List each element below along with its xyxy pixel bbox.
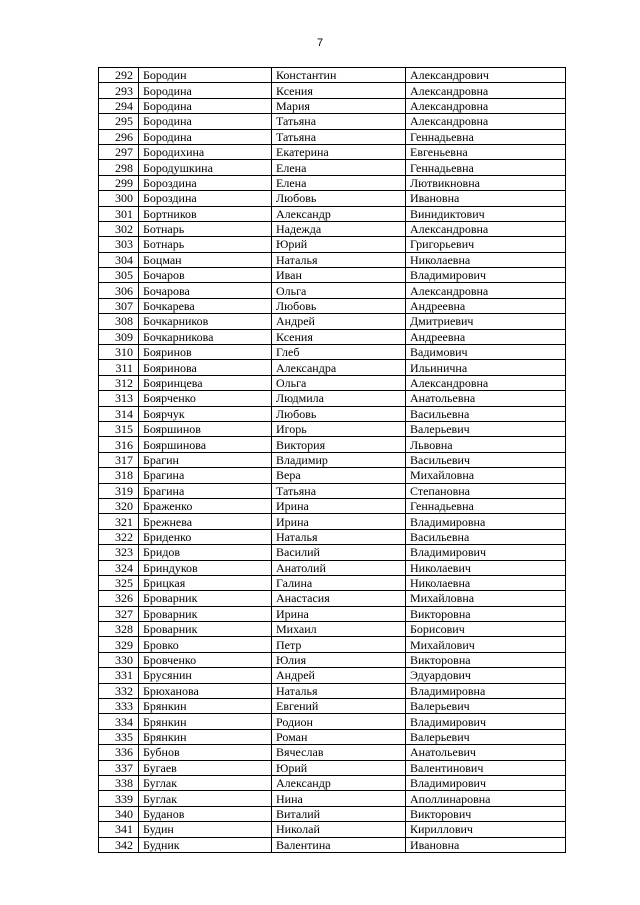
table-row [99,175,566,190]
row-number: 342 [99,837,139,852]
surname-cell: Бугаев [139,760,272,775]
surname-cell: Броварник [139,622,272,637]
patronymic-cell: Борисович [406,622,566,637]
patronymic-cell: Николаевич [406,560,566,575]
first-name-cell: Виктория [272,437,406,452]
row-number: 299 [99,175,139,190]
table-row [99,822,566,837]
patronymic-cell: Александровна [406,83,566,98]
row-number: 313 [99,391,139,406]
first-name-cell: Игорь [272,421,406,436]
patronymic-cell: Андреевна [406,298,566,313]
surname-cell: Брежнева [139,514,272,529]
row-number: 293 [99,83,139,98]
patronymic-cell: Степановна [406,483,566,498]
first-name-cell: Василий [272,545,406,560]
patronymic-cell: Геннадьевна [406,129,566,144]
table-row [99,421,566,436]
table-row [99,668,566,683]
patronymic-cell: Аполлинаровна [406,791,566,806]
surname-cell: Бриндуков [139,560,272,575]
row-number: 338 [99,775,139,790]
first-name-cell: Вера [272,468,406,483]
table-row [99,98,566,113]
table-row [99,560,566,575]
first-name-cell: Наталья [272,529,406,544]
row-number: 307 [99,298,139,313]
row-number: 310 [99,345,139,360]
row-number: 300 [99,191,139,206]
table-row [99,221,566,236]
first-name-cell: Нина [272,791,406,806]
row-number: 341 [99,822,139,837]
first-name-cell: Наталья [272,252,406,267]
first-name-cell: Николай [272,822,406,837]
row-number: 303 [99,237,139,252]
table-row [99,283,566,298]
patronymic-cell: Львовна [406,437,566,452]
names-table-body [99,68,566,853]
row-number: 314 [99,406,139,421]
patronymic-cell: Ивановна [406,837,566,852]
table-row [99,622,566,637]
surname-cell: Ботнарь [139,237,272,252]
first-name-cell: Екатерина [272,144,406,159]
table-row [99,375,566,390]
table-row [99,545,566,560]
table-row [99,529,566,544]
surname-cell: Брянкин [139,714,272,729]
row-number: 339 [99,791,139,806]
surname-cell: Бородина [139,114,272,129]
first-name-cell: Виталий [272,806,406,821]
first-name-cell: Елена [272,160,406,175]
row-number: 335 [99,729,139,744]
table-row [99,83,566,98]
first-name-cell: Роман [272,729,406,744]
surname-cell: Брянкин [139,699,272,714]
patronymic-cell: Михайловна [406,591,566,606]
surname-cell: Буглак [139,791,272,806]
table-row [99,437,566,452]
table-row [99,575,566,590]
row-number: 316 [99,437,139,452]
first-name-cell: Вячеслав [272,745,406,760]
row-number: 321 [99,514,139,529]
surname-cell: Брюханова [139,683,272,698]
table-row [99,360,566,375]
patronymic-cell: Александровна [406,114,566,129]
table-row [99,483,566,498]
row-number: 292 [99,68,139,83]
patronymic-cell: Александровна [406,98,566,113]
surname-cell: Бородин [139,68,272,83]
patronymic-cell: Анатольевич [406,745,566,760]
patronymic-cell: Николаевна [406,252,566,267]
row-number: 309 [99,329,139,344]
table-row [99,699,566,714]
table-row [99,714,566,729]
first-name-cell: Александр [272,775,406,790]
first-name-cell: Татьяна [272,483,406,498]
first-name-cell: Андрей [272,314,406,329]
surname-cell: Бояршинова [139,437,272,452]
row-number: 322 [99,529,139,544]
patronymic-cell: Викторовна [406,652,566,667]
surname-cell: Бровченко [139,652,272,667]
patronymic-cell: Евгеньевна [406,144,566,159]
patronymic-cell: Григорьевич [406,237,566,252]
table-row [99,498,566,513]
first-name-cell: Валентина [272,837,406,852]
table-row [99,237,566,252]
table-row [99,314,566,329]
row-number: 337 [99,760,139,775]
surname-cell: Буданов [139,806,272,821]
table-row [99,760,566,775]
first-name-cell: Ольга [272,283,406,298]
row-number: 331 [99,668,139,683]
patronymic-cell: Андреевна [406,329,566,344]
first-name-cell: Ирина [272,514,406,529]
first-name-cell: Людмила [272,391,406,406]
patronymic-cell: Ивановна [406,191,566,206]
first-name-cell: Ольга [272,375,406,390]
patronymic-cell: Васильевна [406,406,566,421]
table-row [99,791,566,806]
table-row [99,406,566,421]
first-name-cell: Глеб [272,345,406,360]
table-row [99,129,566,144]
surname-cell: Бояршинов [139,421,272,436]
surname-cell: Бояринцева [139,375,272,390]
surname-cell: Бородина [139,83,272,98]
patronymic-cell: Александровна [406,221,566,236]
table-row [99,637,566,652]
patronymic-cell: Геннадьевна [406,498,566,513]
surname-cell: Буглак [139,775,272,790]
first-name-cell: Иван [272,268,406,283]
first-name-cell: Ксения [272,329,406,344]
first-name-cell: Мария [272,98,406,113]
names-table [98,67,566,853]
table-row [99,268,566,283]
first-name-cell: Любовь [272,298,406,313]
row-number: 312 [99,375,139,390]
surname-cell: Броварник [139,606,272,621]
row-number: 318 [99,468,139,483]
patronymic-cell: Кириллович [406,822,566,837]
patronymic-cell: Владимировна [406,683,566,698]
row-number: 294 [99,98,139,113]
row-number: 319 [99,483,139,498]
patronymic-cell: Владимирович [406,268,566,283]
patronymic-cell: Викторович [406,806,566,821]
table-row [99,652,566,667]
patronymic-cell: Валерьевич [406,729,566,744]
row-number: 325 [99,575,139,590]
patronymic-cell: Винидиктович [406,206,566,221]
patronymic-cell: Васильевич [406,452,566,467]
patronymic-cell: Геннадьевна [406,160,566,175]
patronymic-cell: Анатольевна [406,391,566,406]
row-number: 298 [99,160,139,175]
surname-cell: Бубнов [139,745,272,760]
table-row [99,345,566,360]
first-name-cell: Юрий [272,237,406,252]
surname-cell: Бородушкина [139,160,272,175]
row-number: 320 [99,498,139,513]
first-name-cell: Ирина [272,606,406,621]
surname-cell: Броварник [139,591,272,606]
first-name-cell: Елена [272,175,406,190]
table-row [99,683,566,698]
row-number: 323 [99,545,139,560]
first-name-cell: Надежда [272,221,406,236]
first-name-cell: Ксения [272,83,406,98]
patronymic-cell: Михайлович [406,637,566,652]
table-row [99,806,566,821]
surname-cell: Брусянин [139,668,272,683]
table-row [99,837,566,852]
row-number: 326 [99,591,139,606]
surname-cell: Бородина [139,129,272,144]
surname-cell: Боярченко [139,391,272,406]
surname-cell: Брагин [139,452,272,467]
first-name-cell: Ирина [272,498,406,513]
patronymic-cell: Валерьевич [406,421,566,436]
first-name-cell: Любовь [272,191,406,206]
surname-cell: Бочаров [139,268,272,283]
first-name-cell: Юлия [272,652,406,667]
row-number: 308 [99,314,139,329]
surname-cell: Брагина [139,468,272,483]
patronymic-cell: Вадимович [406,345,566,360]
row-number: 302 [99,221,139,236]
surname-cell: Бороздина [139,191,272,206]
table-row [99,606,566,621]
patronymic-cell: Владимирович [406,775,566,790]
first-name-cell: Татьяна [272,129,406,144]
patronymic-cell: Владимирович [406,545,566,560]
row-number: 329 [99,637,139,652]
surname-cell: Ботнарь [139,221,272,236]
patronymic-cell: Валерьевич [406,699,566,714]
surname-cell: Будник [139,837,272,852]
table-row [99,114,566,129]
table-row [99,391,566,406]
patronymic-cell: Михайловна [406,468,566,483]
first-name-cell: Галина [272,575,406,590]
table-row [99,191,566,206]
patronymic-cell: Владимирович [406,714,566,729]
first-name-cell: Евгений [272,699,406,714]
row-number: 315 [99,421,139,436]
row-number: 332 [99,683,139,698]
row-number: 334 [99,714,139,729]
patronymic-cell: Александровна [406,375,566,390]
first-name-cell: Андрей [272,668,406,683]
surname-cell: Бочарова [139,283,272,298]
row-number: 336 [99,745,139,760]
table-row [99,298,566,313]
table-row [99,452,566,467]
row-number: 327 [99,606,139,621]
table-row [99,775,566,790]
surname-cell: Брагина [139,483,272,498]
table-row [99,591,566,606]
first-name-cell: Родион [272,714,406,729]
table-row [99,329,566,344]
row-number: 317 [99,452,139,467]
first-name-cell: Александр [272,206,406,221]
patronymic-cell: Викторовна [406,606,566,621]
table-row [99,468,566,483]
first-name-cell: Михаил [272,622,406,637]
surname-cell: Бородихина [139,144,272,159]
first-name-cell: Александра [272,360,406,375]
patronymic-cell: Эдуардович [406,668,566,683]
table-row [99,745,566,760]
row-number: 305 [99,268,139,283]
first-name-cell: Любовь [272,406,406,421]
page-number: 7 [316,37,324,49]
table-row [99,206,566,221]
surname-cell: Бортников [139,206,272,221]
surname-cell: Бояринов [139,345,272,360]
table-row [99,68,566,83]
patronymic-cell: Васильевна [406,529,566,544]
first-name-cell: Юрий [272,760,406,775]
first-name-cell: Владимир [272,452,406,467]
row-number: 295 [99,114,139,129]
surname-cell: Брянкин [139,729,272,744]
row-number: 333 [99,699,139,714]
surname-cell: Бочкарева [139,298,272,313]
first-name-cell: Анатолий [272,560,406,575]
first-name-cell: Анастасия [272,591,406,606]
patronymic-cell: Лютвикновна [406,175,566,190]
surname-cell: Боярчук [139,406,272,421]
row-number: 297 [99,144,139,159]
table-row [99,729,566,744]
surname-cell: Бровко [139,637,272,652]
surname-cell: Бородина [139,98,272,113]
row-number: 311 [99,360,139,375]
patronymic-cell: Владимировна [406,514,566,529]
table-row [99,144,566,159]
patronymic-cell: Дмитриевич [406,314,566,329]
surname-cell: Брицкая [139,575,272,590]
row-number: 301 [99,206,139,221]
surname-cell: Бочкарников [139,314,272,329]
first-name-cell: Константин [272,68,406,83]
row-number: 306 [99,283,139,298]
patronymic-cell: Николаевна [406,575,566,590]
row-number: 328 [99,622,139,637]
row-number: 324 [99,560,139,575]
patronymic-cell: Александровна [406,283,566,298]
first-name-cell: Петр [272,637,406,652]
patronymic-cell: Александрович [406,68,566,83]
row-number: 330 [99,652,139,667]
table-row [99,160,566,175]
surname-cell: Браженко [139,498,272,513]
surname-cell: Боцман [139,252,272,267]
first-name-cell: Татьяна [272,114,406,129]
surname-cell: Бочкарникова [139,329,272,344]
surname-cell: Бридов [139,545,272,560]
row-number: 340 [99,806,139,821]
surname-cell: Бороздина [139,175,272,190]
patronymic-cell: Валентинович [406,760,566,775]
first-name-cell: Наталья [272,683,406,698]
table-row [99,252,566,267]
patronymic-cell: Ильинична [406,360,566,375]
row-number: 296 [99,129,139,144]
surname-cell: Бриденко [139,529,272,544]
surname-cell: Будин [139,822,272,837]
surname-cell: Бояринова [139,360,272,375]
table-row [99,514,566,529]
row-number: 304 [99,252,139,267]
